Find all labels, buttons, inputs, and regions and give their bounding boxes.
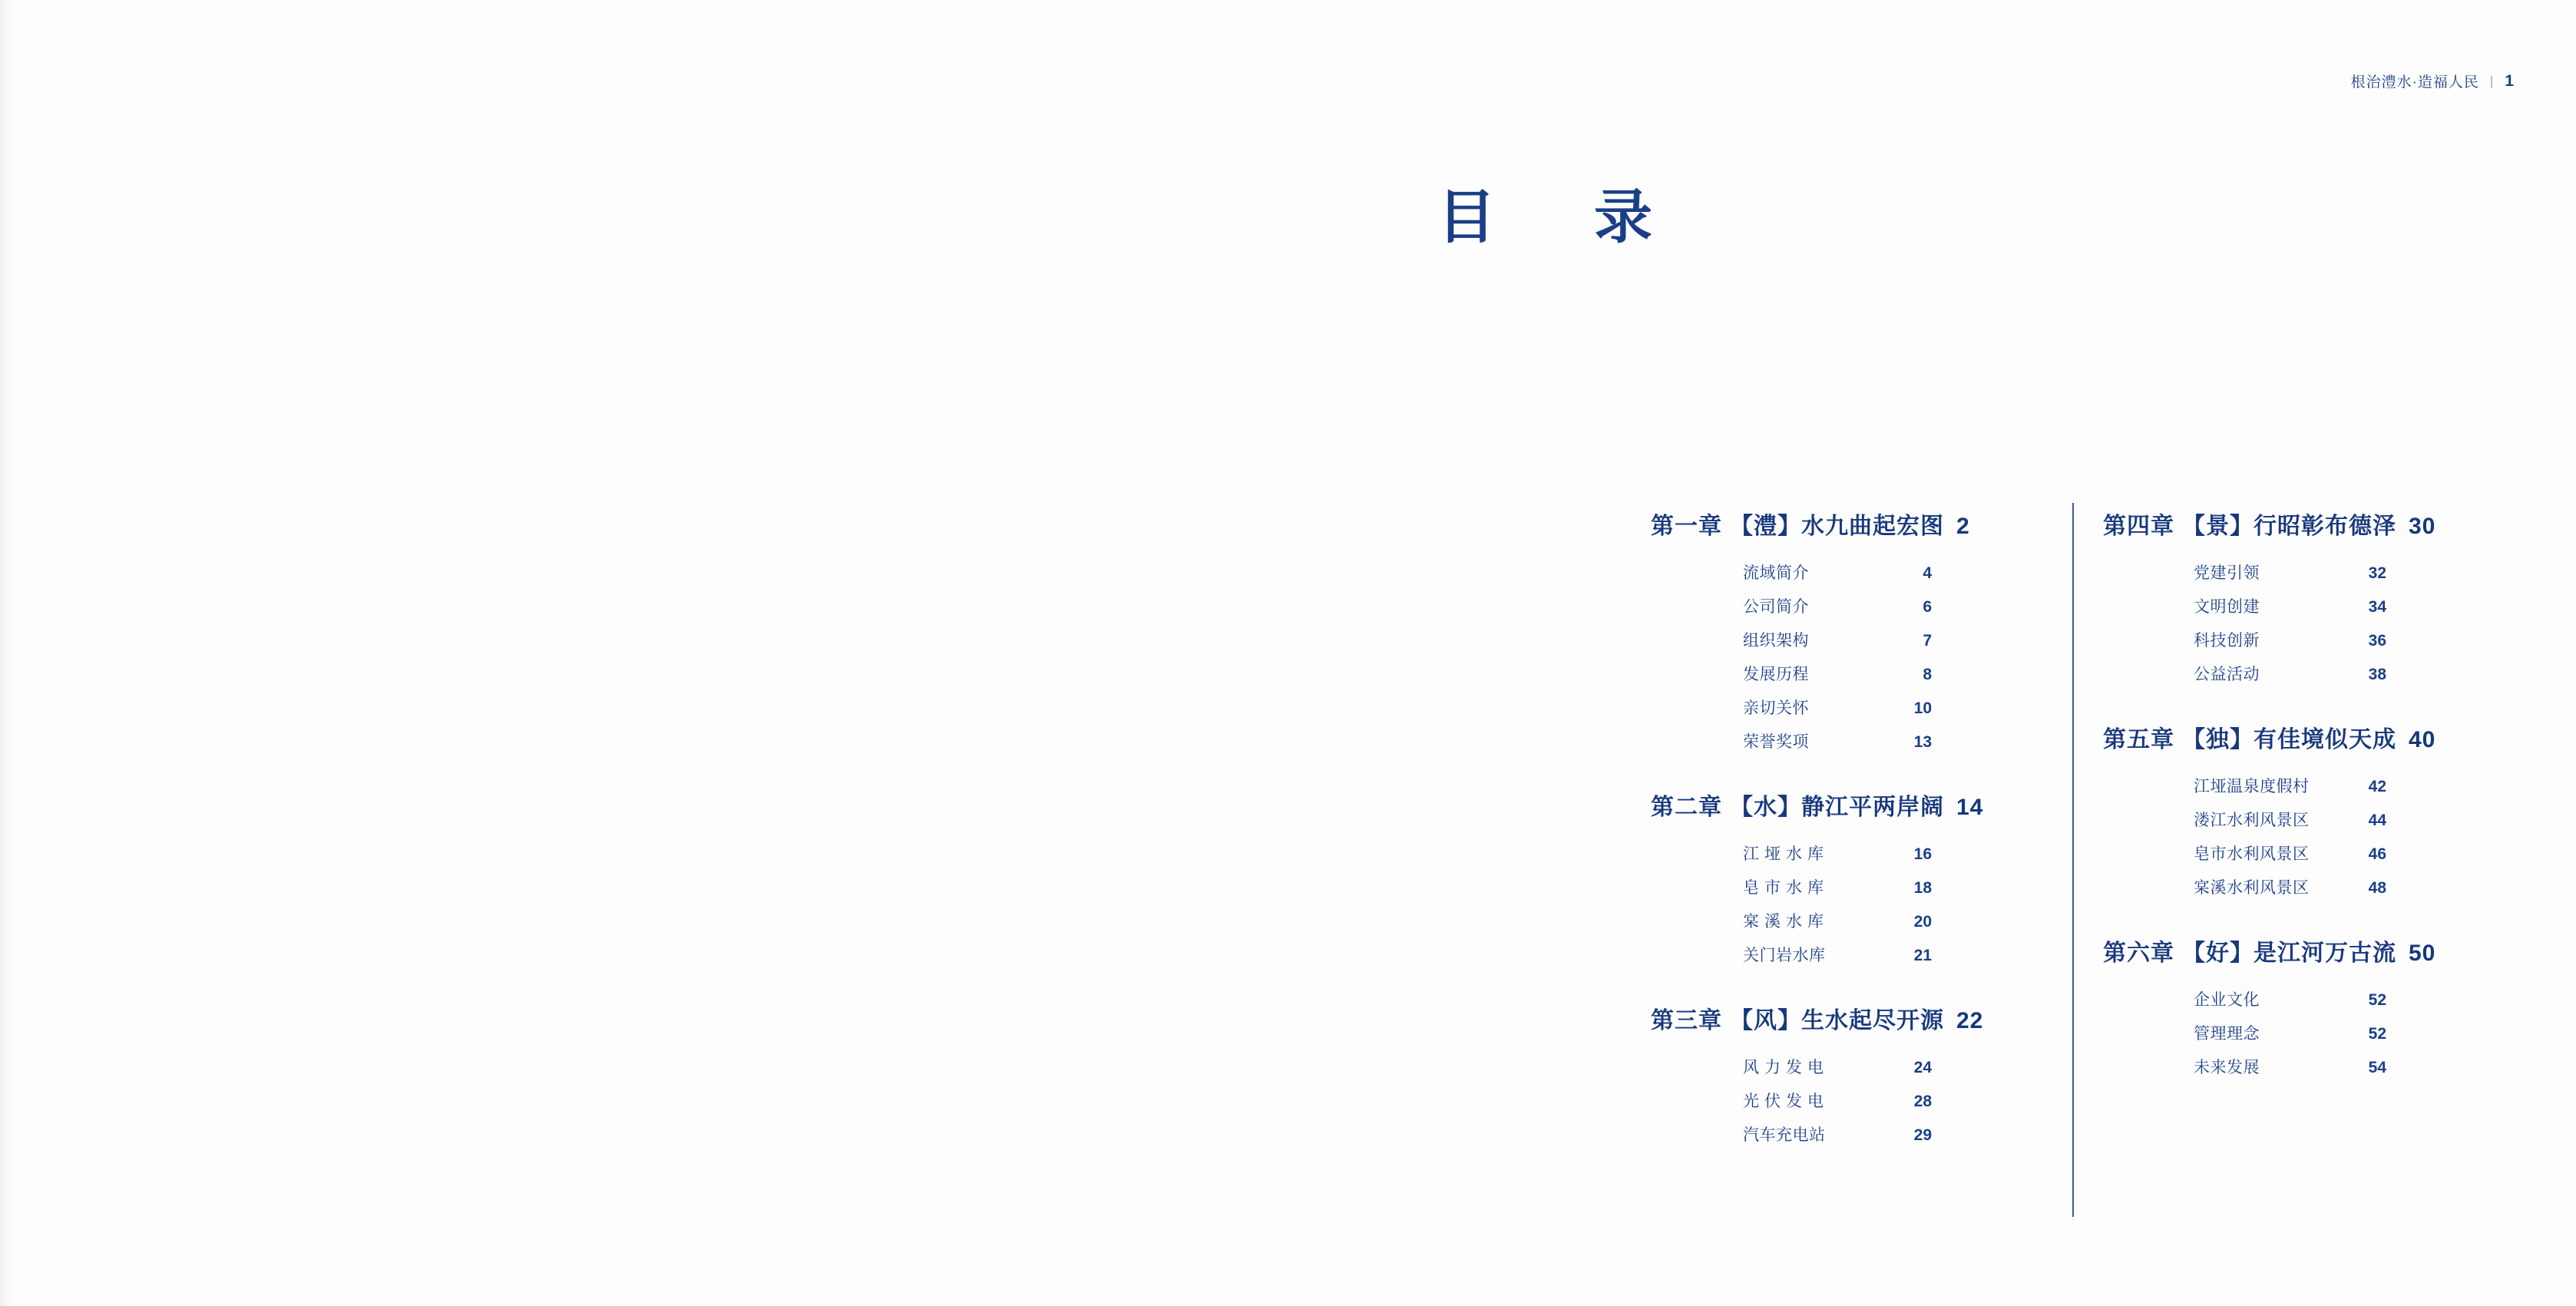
list-item[interactable] [2194, 987, 2511, 1010]
chapter-block [1651, 507, 2058, 752]
entry-title: 江垭水库 [1743, 845, 1829, 863]
chapter-entry-list [2194, 560, 2511, 685]
entry-page: 16 [1913, 845, 1932, 863]
chapter-heading[interactable] [1651, 788, 2058, 822]
chapter-page: 14 [1956, 795, 1984, 820]
list-item[interactable] [1743, 628, 2058, 651]
entry-page: 7 [1923, 632, 1932, 650]
chapter-label: 第一章 [1651, 514, 1722, 539]
list-item[interactable] [1743, 662, 2058, 685]
list-item[interactable] [1743, 1122, 2058, 1146]
list-item[interactable] [2194, 662, 2511, 685]
entry-page: 38 [2368, 666, 2386, 683]
entry-title: 未来发展 [2194, 1059, 2260, 1076]
list-item[interactable] [2194, 774, 2511, 797]
entry-title: 党建引领 [2194, 564, 2260, 582]
entry-title: 溇江水利风景区 [2194, 812, 2310, 829]
list-item[interactable] [1743, 594, 2058, 617]
chapter-page: 22 [1956, 1008, 1984, 1033]
chapter-label: 第六章 [2103, 941, 2174, 966]
chapter-block [2103, 720, 2511, 898]
chapter-title: 【独】有佳境似天成 [2182, 727, 2396, 752]
entry-page: 48 [2368, 879, 2386, 897]
chapter-entry-list [2194, 987, 2511, 1078]
entry-page: 42 [2368, 778, 2386, 795]
entry-title: 汽车充电站 [1743, 1126, 1826, 1144]
entry-title: 流域简介 [1743, 564, 1809, 582]
chapter-heading[interactable] [2103, 507, 2511, 541]
chapter-entry-list [2194, 774, 2511, 898]
chapter-page: 2 [1956, 514, 1970, 539]
entry-title: 皂市水利风景区 [2194, 845, 2310, 863]
list-item[interactable] [1743, 909, 2058, 932]
list-item[interactable] [1743, 729, 2058, 752]
entry-title: 科技创新 [2194, 632, 2260, 650]
chapter-title: 【景】行昭彰布德泽 [2182, 514, 2396, 539]
entry-page: 44 [2368, 812, 2386, 829]
list-item[interactable] [2194, 594, 2511, 617]
chapter-page: 30 [2409, 514, 2436, 539]
chapter-title: 【风】生水起尽开源 [1730, 1008, 1944, 1033]
entry-title: 公司简介 [1743, 598, 1809, 616]
entry-page: 4 [1923, 564, 1932, 582]
running-header-separator: | [2489, 73, 2495, 88]
entry-title: 亲切关怀 [1743, 699, 1809, 717]
list-item[interactable] [2194, 875, 2511, 898]
entry-page: 21 [1913, 947, 1932, 964]
chapter-entry-list [1743, 560, 2058, 752]
chapter-entry-list [1743, 841, 2058, 966]
chapter-block [2103, 934, 2511, 1078]
page-spine-shadow [0, 0, 14, 1306]
list-item[interactable] [1743, 943, 2058, 966]
entry-title: 江垭温泉度假村 [2194, 778, 2310, 795]
list-item[interactable] [1743, 841, 2058, 865]
entry-page: 46 [2368, 845, 2386, 863]
list-item[interactable] [2194, 808, 2511, 831]
entry-page: 52 [2368, 1025, 2386, 1043]
page-number: 1 [2505, 71, 2515, 90]
chapter-title: 【好】是江河万古流 [2182, 941, 2396, 966]
entry-title: 风力发电 [1743, 1059, 1829, 1076]
chapter-title: 【水】静江平两岸阔 [1730, 795, 1944, 820]
chapter-block [1651, 788, 2058, 966]
chapter-block [2103, 507, 2511, 685]
running-header-title: 根治澧水·造福人民 [2350, 74, 2479, 91]
list-item[interactable] [2194, 841, 2511, 865]
list-item[interactable] [2194, 1055, 2511, 1078]
entry-page: 34 [2368, 598, 2386, 616]
chapter-heading[interactable] [1651, 1001, 2058, 1035]
entry-title: 企业文化 [2194, 991, 2260, 1009]
entry-page: 32 [2368, 564, 2386, 582]
entry-page: 13 [1913, 733, 1932, 751]
entry-page: 20 [1913, 913, 1932, 931]
list-item[interactable] [1743, 1089, 2058, 1112]
chapter-page: 40 [2409, 727, 2436, 752]
list-item[interactable] [1743, 560, 2058, 584]
entry-title: 光伏发电 [1743, 1093, 1829, 1110]
entry-title: 文明创建 [2194, 598, 2260, 616]
list-item[interactable] [2194, 1021, 2511, 1044]
chapter-label: 第二章 [1651, 795, 1722, 820]
entry-title: 关门岩水库 [1743, 947, 1826, 964]
entry-title: 宲溪水库 [1743, 913, 1829, 931]
entry-page: 24 [1913, 1059, 1932, 1076]
list-item[interactable] [2194, 560, 2511, 584]
entry-title: 宲溪水利风景区 [2194, 879, 2310, 897]
entry-page: 10 [1913, 699, 1932, 717]
chapter-label: 第四章 [2103, 514, 2174, 539]
chapter-label: 第五章 [2103, 727, 2174, 752]
entry-title: 管理理念 [2194, 1025, 2260, 1043]
entry-title: 组织架构 [1743, 632, 1809, 650]
toc-column-right [2058, 507, 2511, 1146]
entry-title: 皂市水库 [1743, 879, 1829, 897]
entry-page: 54 [2368, 1059, 2386, 1076]
chapter-page: 50 [2409, 941, 2436, 966]
entry-page: 36 [2368, 632, 2386, 650]
page-title: 目 录 [1437, 185, 1672, 250]
chapter-title: 【澧】水九曲起宏图 [1730, 514, 1944, 539]
chapter-heading[interactable] [2103, 934, 2511, 967]
entry-page: 18 [1913, 879, 1932, 897]
list-item[interactable] [1743, 1055, 2058, 1078]
entry-page: 28 [1913, 1093, 1932, 1110]
list-item[interactable] [2194, 628, 2511, 651]
entry-title: 发展历程 [1743, 666, 1809, 683]
chapter-entry-list [1743, 1055, 2058, 1146]
running-header [2351, 71, 2515, 91]
entry-page: 52 [2368, 991, 2386, 1009]
chapter-heading[interactable] [2103, 720, 2511, 754]
table-of-contents [1651, 507, 2511, 1146]
toc-column-left [1651, 507, 2058, 1146]
chapter-block [1651, 1001, 2058, 1146]
entry-page: 8 [1923, 666, 1932, 683]
entry-title: 荣誉奖项 [1743, 733, 1809, 751]
entry-title: 公益活动 [2194, 666, 2260, 683]
chapter-label: 第三章 [1651, 1008, 1722, 1033]
entry-page: 29 [1913, 1126, 1932, 1144]
list-item[interactable] [1743, 696, 2058, 719]
entry-page: 6 [1923, 598, 1932, 616]
chapter-heading[interactable] [1651, 507, 2058, 541]
list-item[interactable] [1743, 875, 2058, 898]
